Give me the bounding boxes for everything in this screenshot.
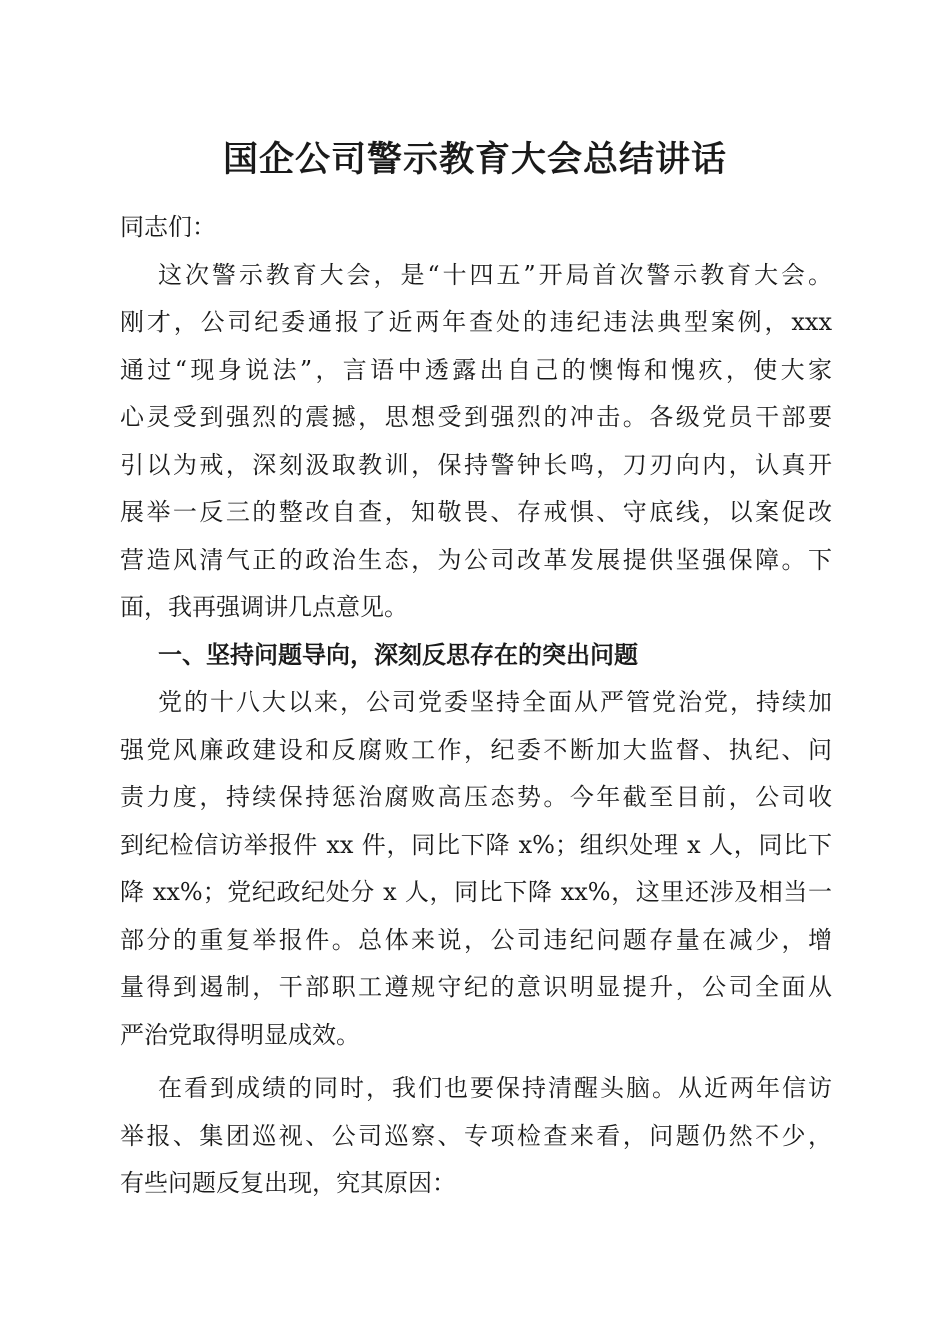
section-heading: 一、坚持问题导向，深刻反思存在的突出问题: [158, 640, 638, 669]
section1-para1-line: 严治党取得明显成效。: [120, 1020, 360, 1049]
intro-line: 通过“现身说法”，言语中透露出自己的懊悔和愧疚，使大家: [120, 355, 832, 384]
intro-line: 刚才，公司纪委通报了近两年查处的违纪违法典型案例，xxx: [120, 308, 832, 336]
intro-line: 心灵受到强烈的震撼，思想受到强烈的冲击。各级党员干部要: [120, 403, 832, 431]
section1-para1-line: 强党风廉政建设和反腐败工作，纪委不断加大监督、执纪、问: [120, 735, 832, 764]
section1-para1-line: 责力度，持续保持惩治腐败高压态势。今年截至目前，公司收: [120, 783, 832, 811]
section1-para1-line: 降 xx%；党纪政纪处分 x 人，同比下降 xx%，这里还涉及相当一: [120, 878, 832, 906]
intro-line: 这次警示教育大会，是“十四五”开局首次警示教育大会。: [158, 260, 832, 289]
intro-line: 面，我再强调讲几点意见。: [120, 593, 408, 621]
section1-para1-line: 党的十八大以来，公司党委坚持全面从严管党治党，持续加: [158, 688, 832, 716]
section1-para2-line: 有些问题反复出现，究其原因：: [120, 1169, 456, 1197]
section1-para1-line: 到纪检信访举报件 xx 件，同比下降 x%；组织处理 x 人，同比下: [120, 830, 832, 859]
section1-para2-line: 举报、集团巡视、公司巡察、专项检查来看，问题仍然不少，: [120, 1121, 832, 1150]
salutation: 同志们：: [120, 213, 216, 241]
section1-para2-line: 在看到成绩的同时，我们也要保持清醒头脑。从近两年信访: [158, 1074, 832, 1102]
intro-line: 营造风清气正的政治生态，为公司改革发展提供坚强保障。下: [120, 545, 832, 574]
document-title: 国企公司警示教育大会总结讲话: [222, 139, 727, 180]
document-body: [120, 204, 832, 1208]
section1-para1-line: 部分的重复举报件。总体来说，公司违纪问题存量在减少，增: [120, 925, 832, 954]
intro-line: 展举一反三的整改自查，知敬畏、存戒惧、守底线，以案促改: [120, 498, 832, 526]
intro-line: 引以为戒，深刻汲取教训，保持警钟长鸣，刀刃向内，认真开: [120, 450, 832, 479]
section1-para1-line: 量得到遏制，干部职工遵规守纪的意识明显提升，公司全面从: [120, 973, 832, 1001]
